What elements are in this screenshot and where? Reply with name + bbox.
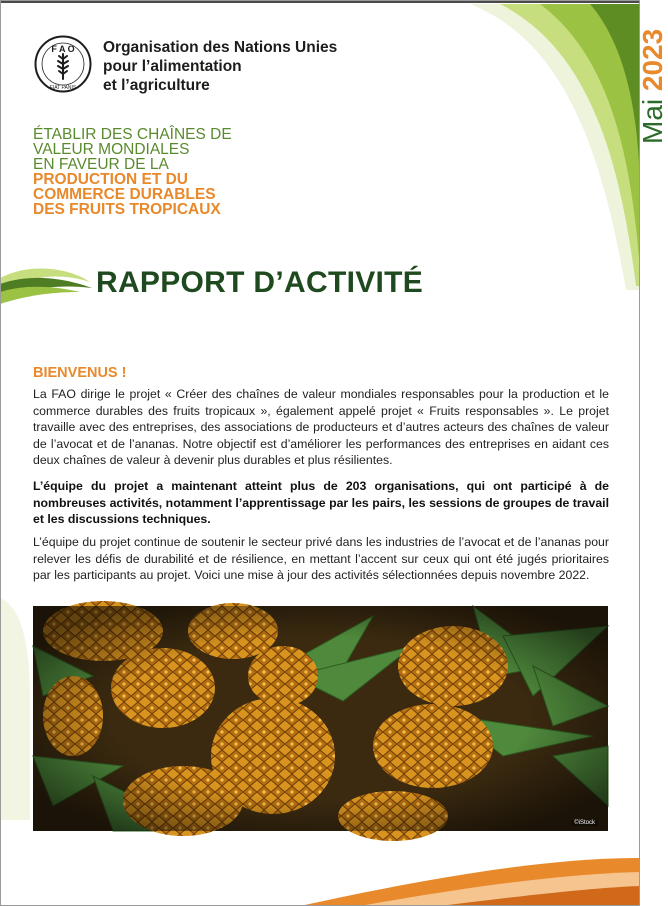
issue-year: 2023 bbox=[637, 28, 668, 92]
logo-motto: FIAT PANIS bbox=[49, 85, 77, 91]
intro-paragraph: La FAO dirige le projet « Créer des chaînes de valeur mondiales responsables pour la production et le commerce durables des fruits tropicaux », également appelé projet « Fruits responsables ». Le projet travaille avec des entreprises, des associations de producteurs et d’autres acteurs des chaînes de valeur de l’avocat et de l’ananas. Notre objectif est d’améliorer les performances des entreprises en aidant ces deux chaînes de valeur à devenir plus durables et plus résilientes. bbox=[33, 387, 609, 468]
left-pale-arc bbox=[0, 598, 30, 820]
title-swoosh-mid bbox=[0, 287, 80, 304]
highlight-paragraph: L’équipe du projet a maintenant atteint plus de 203 organisations, qui ont participé à de nombreuses activités, notamment l’apprentissage par les pairs, les sessions de groupes de travail et les discussions techniques. bbox=[33, 479, 609, 527]
issue-date bbox=[608, 4, 668, 154]
fao-logo-icon bbox=[34, 35, 92, 93]
report-title: RAPPORT D’ACTIVITÉ bbox=[96, 266, 424, 299]
logo-letters: F A O bbox=[51, 44, 75, 54]
pineapple-photo bbox=[33, 606, 608, 831]
photo-credit: ©iStock bbox=[571, 820, 598, 826]
issue-month: Mai bbox=[637, 98, 668, 144]
update-paragraph: L’équipe du projet continue de soutenir le secteur privé dans les industries de l’avocat et de l’ananas pour relever les défis de durabilité et de résilience, en mettant l’accent sur ceux qui ont été jugés prioritaires par les participants au projet. Voici une mise à jour des activités sélectionnées depuis novembre 2022. bbox=[33, 535, 609, 583]
subtitle-orange-line: PRODUCTION ET DU COMMERCE DURABLES DES FRUITS TROPICAUX bbox=[33, 171, 221, 218]
document-subtitle bbox=[33, 127, 273, 217]
organization-name: Organisation des Nations Unies pour l’alimentation et l’agriculture bbox=[103, 39, 338, 94]
subtitle-green-line: ÉTABLIR DES CHAÎNES DE VALEUR MONDIALES EN FAVEUR DE LA bbox=[33, 126, 232, 173]
pineapple-illustration bbox=[33, 606, 608, 831]
welcome-heading: BIENVENUS ! bbox=[33, 365, 127, 381]
